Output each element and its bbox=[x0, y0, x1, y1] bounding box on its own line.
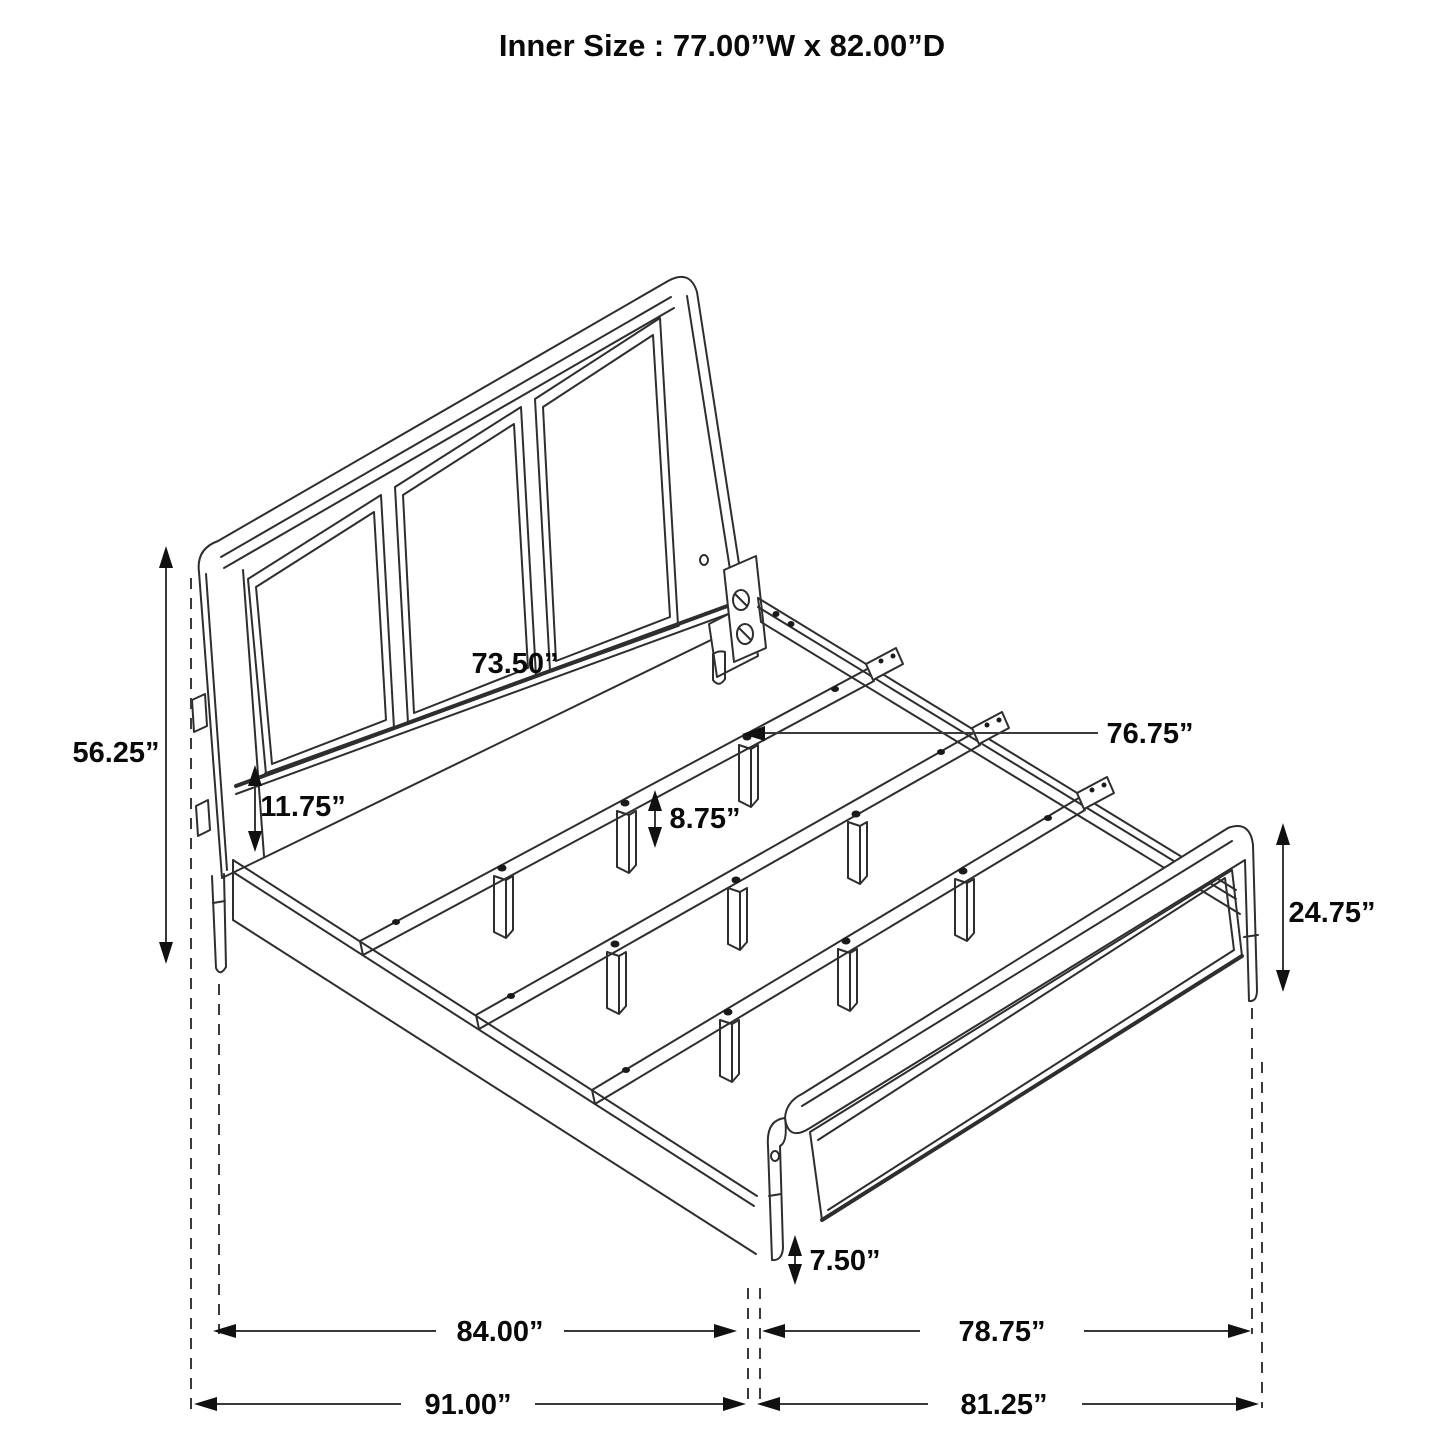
dim-label-panel-to-rail-gap: 11.75” bbox=[260, 791, 346, 823]
dim-label-slat-leg-height: 8.75” bbox=[669, 803, 741, 835]
dim-label-headboard-width: 73.50” bbox=[471, 648, 559, 680]
dim-label-overall-depth: 91.00” bbox=[424, 1389, 512, 1421]
dim-label-footboard-leg-height: 7.50” bbox=[809, 1245, 881, 1277]
rail-hook-upper bbox=[192, 694, 207, 732]
diagram-title: Inner Size : 77.00”W x 82.00”D bbox=[498, 28, 946, 63]
dim-label-footboard-span: 78.75” bbox=[958, 1316, 1046, 1348]
dim-label-headboard-height: 56.25” bbox=[72, 737, 160, 769]
dim-label-side-rail-length: 84.00” bbox=[456, 1316, 544, 1348]
rail-hook-lower bbox=[196, 800, 210, 836]
dim-label-footboard-height: 24.75” bbox=[1288, 897, 1376, 929]
dim-label-overall-width: 81.25” bbox=[960, 1389, 1048, 1421]
dim-label-slat-length: 76.75” bbox=[1106, 718, 1194, 750]
